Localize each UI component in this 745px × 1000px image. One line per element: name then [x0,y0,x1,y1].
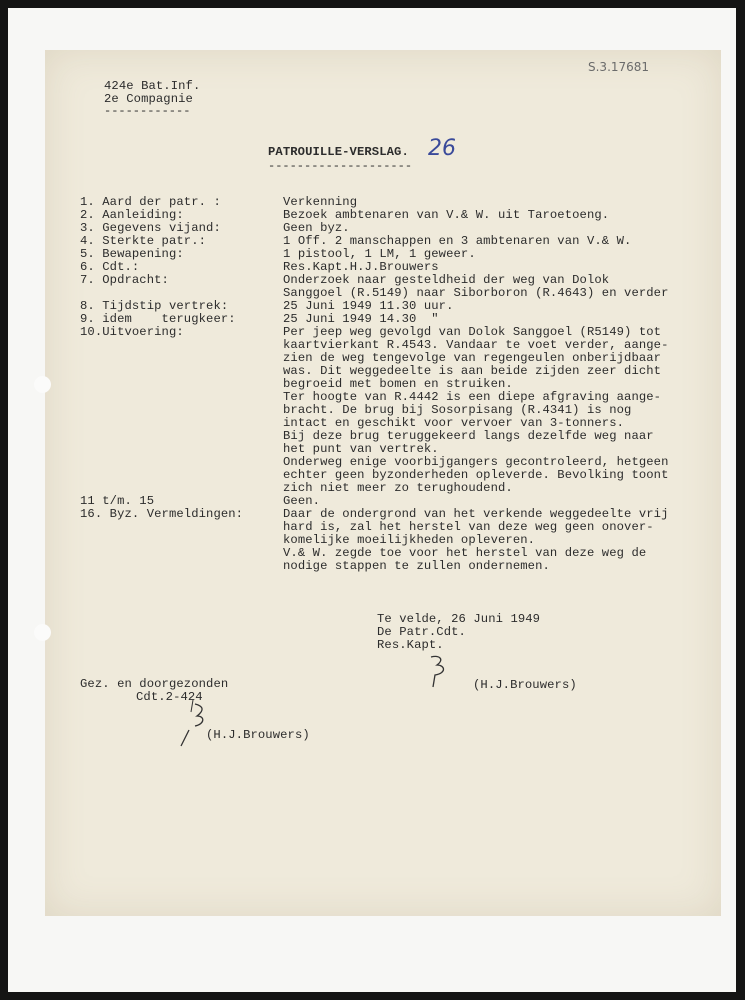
report-item-label: 10.Uitvoering: [80,325,184,339]
report-item-value-line: 1 pistool, 1 LM, 1 geweer. [283,247,476,261]
report-item-label: 4. Sterkte patr.: [80,234,207,248]
report-item-value-line: V.& W. zegde toe voor het herstel van deze weg de [283,546,647,560]
report-item-value-line: hard is, zal het herstel van deze weg geen onover- [283,520,654,534]
forwarding-line-2: Cdt.2-424 [136,690,203,704]
closing-place-date: Te velde, 26 Juni 1949 [377,612,541,626]
report-item-label: 9. idem terugkeer: [80,312,236,326]
report-item-label: 6. Cdt.: [80,260,140,274]
report-item-value-line: kaartvierkant R.4543. Vandaar te voet verder, aange- [283,338,669,352]
report-number-handwritten: 26 [428,136,456,161]
document-page [45,50,721,916]
forwarding-signature [175,700,215,750]
report-item-value-line: Daar de ondergrond van het verkende weggedeelte vrij [283,507,669,521]
closing-role: De Patr.Cdt. [377,625,466,639]
report-item-value-line: Ter hoogte van R.4442 is een diepe afgraving aange- [283,390,662,404]
title-underline: -------------------- [268,159,413,173]
report-item-value-line: het punt van vertrek. [283,442,439,456]
report-item-value-line: echter geen byzonderheden opleverde. Bevolking toont [283,468,669,482]
report-item-value-line: 1 Off. 2 manschappen en 3 ambtenaren van V.& W. [283,234,632,248]
report-item-value-line: Bij deze brug teruggekeerd langs dezelfde weg naar [283,429,654,443]
unit-line-2: 2e Compagnie [104,92,193,106]
report-item-label: 2. Aanleiding: [80,208,184,222]
punch-hole-bottom [34,624,51,641]
punch-hole-top [34,376,51,393]
report-item-value-line: Sanggoel (R.5149) naar Siborboron (R.4643) en verder [283,286,669,300]
commander-signature [425,653,455,689]
report-item-value-line: Bezoek ambtenaren van V.& W. uit Taroetoeng. [283,208,610,222]
document-mount [8,8,736,992]
report-item-value-line: was. Dit weggedeelte is aan beide zijden zeer dicht [283,364,662,378]
report-item-value-line: Onderweg enige voorbijgangers gecontroleerd, hetgeen [283,455,669,469]
report-item-value-line: 25 Juni 1949 14.30 " [283,312,439,326]
report-item-value-line: bracht. De brug bij Sosorpisang (R.4341) is nog [283,403,632,417]
report-item-label: 3. Gegevens vijand: [80,221,221,235]
unit-line-1: 424e Bat.Inf. [104,79,201,93]
report-item-label: 16. Byz. Vermeldingen: [80,507,244,521]
closing-rank: Res.Kapt. [377,638,444,652]
report-item-value-line: nodige stappen te zullen ondernemen. [283,559,550,573]
forwarding-name: (H.J.Brouwers) [206,728,310,742]
report-item-value-line: 25 Juni 1949 11.30 uur. [283,299,454,313]
report-item-value-line: zich niet meer zo terughoudend. [283,481,513,495]
report-item-value-line: Per jeep weg gevolgd van Dolok Sanggoel (R5149) tot [283,325,662,339]
report-item-value-line: Geen. [283,494,321,508]
report-item-value-line: Onderzoek naar gesteldheid der weg van Dolok [283,273,610,287]
archive-stamp-number: S.3.17681 [588,60,650,74]
report-item-label: 8. Tijdstip vertrek: [80,299,229,313]
unit-underline: ------------ [104,104,191,118]
report-item-value-line: komelijke moeilijkheden opleveren. [283,533,536,547]
report-item-value-line: intact en geschikt voor vervoer van 3-tonners. [283,416,625,430]
closing-name: (H.J.Brouwers) [473,678,577,692]
report-item-label: 11 t/m. 15 [80,494,155,508]
report-item-value-line: zien de weg tengevolge van regengeulen onberijdbaar [283,351,662,365]
report-item-value-line: begroeid met bomen en struiken. [283,377,513,391]
report-item-value-line: Verkenning [283,195,358,209]
report-item-label: 7. Opdracht: [80,273,169,287]
forwarding-line-1: Gez. en doorgezonden [80,677,229,691]
report-title: PATROUILLE-VERSLAG. [268,145,409,159]
report-item-label: 5. Bewapening: [80,247,184,261]
report-item-value-line: Geen byz. [283,221,350,235]
report-item-label: 1. Aard der patr. : [80,195,221,209]
report-item-value-line: Res.Kapt.H.J.Brouwers [283,260,439,274]
